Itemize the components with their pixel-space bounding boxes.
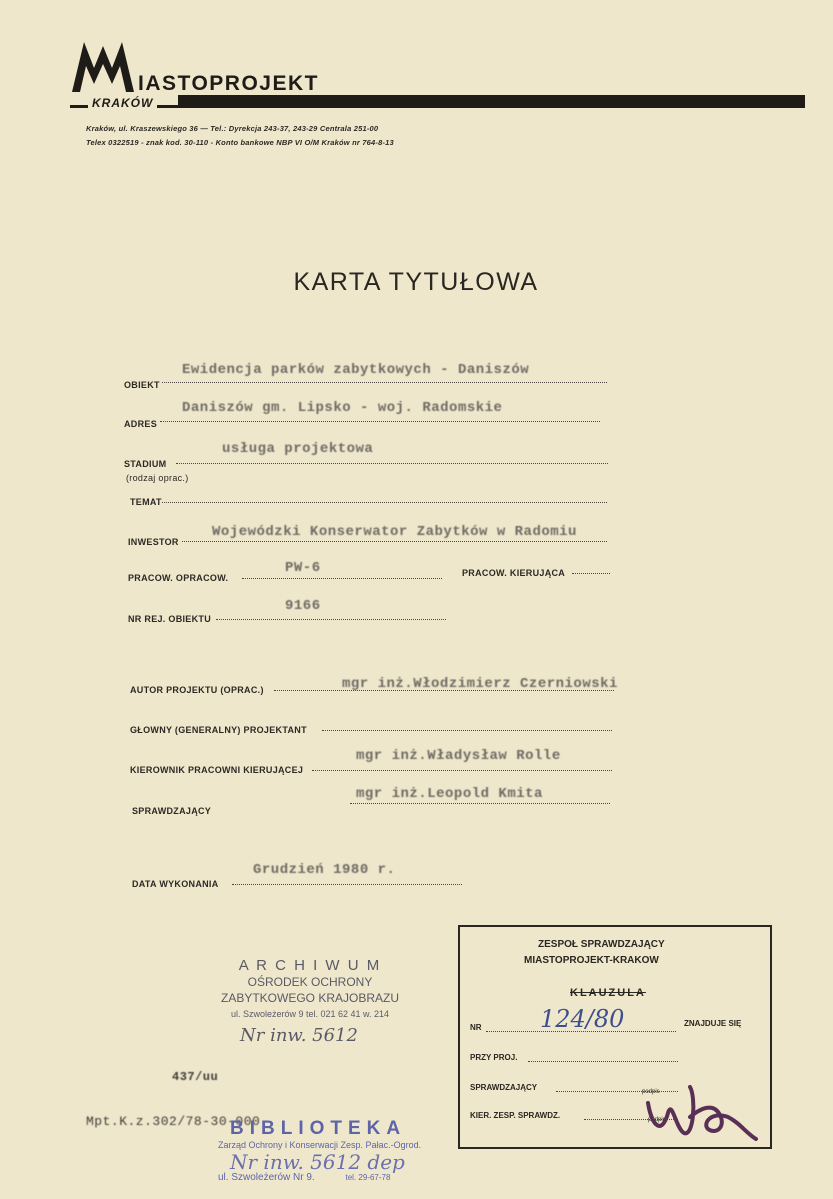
pracow-opracow-label: PRACOW. OPRACOW. bbox=[128, 573, 229, 583]
sprawdzajacy-label: SPRAWDZAJĄCY bbox=[132, 806, 212, 816]
glowny-projektant-line bbox=[322, 730, 612, 731]
stamp-znajduje: ZNAJDUJE SIĘ bbox=[684, 1019, 742, 1028]
archive-stamp bbox=[200, 958, 420, 1044]
stamp-nr-label: NR bbox=[470, 1023, 482, 1032]
library-title: BIBLIOTEKA bbox=[230, 1118, 407, 1139]
verification-stamp bbox=[458, 925, 772, 1149]
data-wykonania-line bbox=[232, 884, 462, 885]
obiekt-line bbox=[162, 382, 607, 383]
kierownik-label: KIEROWNIK PRACOWNI KIERUJĄCEJ bbox=[130, 765, 304, 775]
archive-title: A R C H I W U M bbox=[238, 957, 382, 974]
sprawdzajacy-value: mgr inż.Leopold Kmita bbox=[356, 786, 543, 802]
archive-line-2: OŚRODEK OCHRONY bbox=[247, 975, 373, 989]
library-line-1: Zarząd Ochrony i Konserwacji Zesp. Pałac.-Ogrod. bbox=[218, 1140, 422, 1150]
stamp-kier: KIER. ZESP. SPRAWDZ. bbox=[470, 1111, 561, 1120]
header-rule bbox=[178, 95, 805, 105]
pracow-opracow-value: PW-6 bbox=[285, 560, 321, 576]
brand-city: KRAKÓW bbox=[88, 96, 157, 110]
library-stamp bbox=[200, 1118, 421, 1183]
stadium-line bbox=[176, 463, 608, 464]
stamp-nr-value: 124/80 bbox=[540, 1005, 625, 1033]
glowny-projektant-label: GŁOWNY (GENERALNY) PROJEKTANT bbox=[130, 725, 307, 735]
pracow-kierujaca-line bbox=[572, 573, 610, 574]
archive-address: ul. Szwoleżerów 9 tel. 021 62 41 w. 214 bbox=[230, 1009, 390, 1019]
brand-name: IASTOPROJEKT bbox=[138, 72, 319, 95]
page-title: KARTA TYTUŁOWA bbox=[293, 268, 539, 296]
nr-obiektu-value: 9166 bbox=[285, 598, 321, 614]
adres-value: Daniszów gm. Lipsko - woj. Radomskie bbox=[182, 400, 503, 416]
header-rule-thin bbox=[70, 105, 805, 108]
pracow-opracow-line bbox=[242, 578, 442, 579]
inwestor-line bbox=[182, 541, 607, 542]
obiekt-label: OBIEKT bbox=[124, 380, 160, 390]
library-phone: tel. 29-67-78 bbox=[345, 1173, 391, 1182]
adres-label: ADRES bbox=[124, 419, 158, 429]
sprawdzajacy-line bbox=[350, 803, 610, 804]
inwestor-label: INWESTOR bbox=[128, 537, 179, 547]
obiekt-value: Ewidencja parków zabytkowych - Daniszów bbox=[182, 362, 530, 378]
library-address-street: ul. Szwoleżerów Nr 9. bbox=[218, 1172, 315, 1183]
stamp-heading-1: ZESPOŁ SPRAWDZAJĄCY bbox=[538, 939, 665, 950]
stamp-heading-2: MIASTOPROJEKT-KRAKOW bbox=[524, 955, 659, 966]
data-wykonania-value: Grudzień 1980 r. bbox=[253, 862, 396, 878]
reference-code-2: Mpt.K.z.302/78-30-000 bbox=[86, 1114, 261, 1129]
kierownik-line bbox=[312, 770, 612, 771]
archive-inventory-number: Nr inw. 5612 bbox=[240, 1025, 358, 1046]
contact-line-2: Telex 0322519 - znak kod. 30-110 - Konto bankowe NBP VI O/M Kraków nr 764-8-13 bbox=[86, 138, 394, 147]
miastoprojekt-logo bbox=[70, 38, 136, 94]
pracow-kierujaca-label: PRACOW. KIERUJĄCA bbox=[462, 568, 566, 578]
contact-line-1: Kraków, ul. Kraszewskiego 36 — Tel.: Dyrekcja 243-37, 243-29 Centrala 251-00 bbox=[86, 124, 379, 133]
stadium-sublabel: (rodzaj oprac.) bbox=[126, 473, 189, 483]
kierownik-value: mgr inż.Władysław Rolle bbox=[356, 748, 561, 764]
archive-line-3: ZABYTKOWEGO KRAJOBRAZU bbox=[220, 991, 400, 1005]
autor-label: AUTOR PROJEKTU (OPRAC.) bbox=[130, 685, 264, 695]
temat-line bbox=[162, 502, 607, 503]
library-inventory-number: Nr inw. 5612 dep bbox=[230, 1150, 405, 1174]
nr-obiektu-label: NR REJ. OBIEKTU bbox=[128, 614, 212, 624]
stamp-przy-proj-line bbox=[528, 1061, 678, 1062]
stamp-przy-proj: PRZY PROJ. bbox=[470, 1053, 518, 1062]
handwritten-signature bbox=[642, 1077, 760, 1143]
reference-code-1: 437/uu bbox=[172, 1070, 219, 1084]
stamp-klauzula: KLAUZULA bbox=[570, 987, 646, 999]
data-wykonania-label: DATA WYKONANIA bbox=[132, 879, 219, 889]
stadium-label: STADIUM bbox=[124, 459, 167, 469]
autor-value: mgr inż.Włodzimierz Czerniowski bbox=[342, 676, 618, 692]
stamp-podpis-2: podpis bbox=[648, 1117, 666, 1123]
stamp-sprawdzajacy: SPRAWDZAJĄCY bbox=[470, 1083, 538, 1092]
temat-label: TEMAT bbox=[130, 497, 162, 507]
stamp-podpis-1: podpis bbox=[642, 1089, 660, 1095]
inwestor-value: Wojewódzki Konserwator Zabytków w Radomiu bbox=[212, 524, 577, 540]
adres-line bbox=[160, 421, 600, 422]
nr-obiektu-line bbox=[216, 619, 446, 620]
stadium-value: usługa projektowa bbox=[222, 441, 374, 457]
